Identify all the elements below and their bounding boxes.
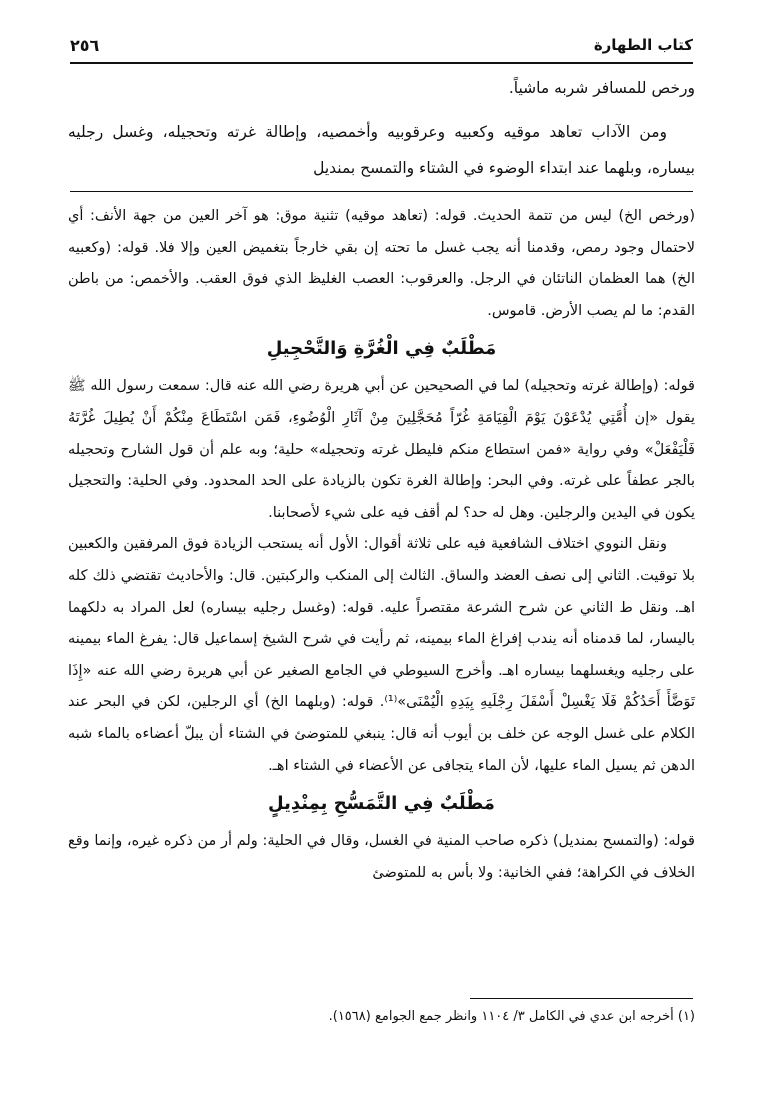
matn-divider bbox=[70, 191, 693, 192]
footnote: (١) أخرجه ابن عدي في الكامل ٣/ ١١٠٤ وانظر جمع الجوامع (١٥٦٨). bbox=[328, 1009, 695, 1024]
matn-line: ورخص للمسافر شربه ماشياً. bbox=[508, 79, 695, 97]
page-header bbox=[70, 36, 693, 64]
section-heading: مَطْلَبٌ فِي الْغُرَّةِ وَالتَّحْجِيلِ bbox=[266, 338, 497, 360]
book-title: كتاب الطهارة bbox=[593, 36, 693, 54]
commentary bbox=[68, 201, 695, 889]
commentary-paragraph: قوله: (والتمسح بمنديل) ذكره صاحب المنية في الغسل، وقال في الحلية: ولم أر من ذكره غيره، وإنما وقع الخلاف في الكراهة؛ ففي الخانية: ولا بأس به للمتوضئ bbox=[68, 833, 695, 881]
page-number: ٢٥٦ bbox=[70, 36, 100, 55]
commentary-paragraph: ونقل النووي اختلاف الشافعية فيه على ثلاثة أقوال: الأول أنه يستحب الزيادة فوق المرفقين والكعبين بلا توقيت. الثاني إلى نصف العضد والساق. الثالث إلى المنكب والركبتين. قال: والأحاديث تقتضي ذلك كله اهـ. ونقل ط الثاني عن شرح الشرعة مقتصراً عليه. قوله: (وغسل رجليه بيساره) لعل المراد به دلكهما باليسار، لما قدمناه أنه يندب إفراغ الماء بيمينه، ثم رأيت في شرح الشيخ إسماعيل قال: يفرغ الماء بيمينه على رجليه ويغسلهما بيساره اهـ. وأخرج السيوطي في الجامع الصغير عن أبي هريرة رضي الله عنه «إِذَا تَوَضَّأَ أَحَدُكُمْ فَلَا يَغْسِلْ أَسْفَلَ رِجْلَيهِ بِيَدِهِ الْيُمْنَى»⁽¹⁾. قوله: (وبلهما الخ) أي الرجلين، لكن في البحر عند الكلام على غسل الوجه عن خلف بن أيوب أنه قال: ينبغي للمتوضئ في الشتاء أن يبلّ أعضاءه بالماء شبه الدهن ثم يسيل الماء عليها، لأن الماء يتجافى عن الأعضاء في الشتاء اهـ. bbox=[68, 536, 695, 774]
section-heading: مَطْلَبٌ فِي التَّمَسُّحِ بِمِنْدِيلٍ bbox=[268, 793, 495, 815]
footnote-rule bbox=[470, 998, 693, 999]
commentary-paragraph: (ورخص الخ) ليس من تتمة الحديث. قوله: (تعاهد موقيه) تثنية موق: هو آخر العين من جهة الأنف: أي لاحتمال وجود رمص، وقدمنا أنه يجب غسل ما تحته إن بقي خارجاً بتغميض العين وإلا فلا. قوله: (وكعبيه الخ) هما العظمان الناتئان في الرجل. والعرقوب: العصب الغليظ الذي فوق العقب. والأخمص: من باطن القدم: ما لم يصب الأرض. قاموس. bbox=[68, 208, 695, 319]
commentary-paragraph: قوله: (وإطالة غرته وتحجيله) لما في الصحيحين عن أبي هريرة رضي الله عنه قال: سمعت رسول الله ﷺ يقول «إن أُمَّتِي يُدْعَوْنَ يَوْمَ الْقِيَامَةِ غُرّاً مُحَجَّلِينَ مِنْ آثَارِ الْوُضُوءِ، فَمَن اسْتَطَاعَ مِنْكُمْ أَنْ يُطِيلَ غُرَّتَهُ فَلْيَفْعَلْ» وفي رواية «فمن استطاع منكم فليطل غرته وتحجيله» حلية؛ وبه علم أن قول الشارح وتحجيله بالجر عطفاً على غرته. وفي البحر: وإطالة الغرة تكون بالزيادة على الحد المحدود. وفي الحلية: والتحجيل يكون في اليدين والرجلين. وهل له حد؟ لم أقف فيه على شيء لأصحابنا. bbox=[68, 378, 695, 521]
matn-paragraph: ومن الآداب تعاهد موقيه وكعبيه وعرقوبيه وأخمصيه، وإطالة غرته وتحجيله، وغسل رجليه بيساره، وبلهما عند ابتداء الوضوء في الشتاء والتمسح بمنديل bbox=[68, 123, 695, 177]
matn-text bbox=[68, 70, 695, 186]
